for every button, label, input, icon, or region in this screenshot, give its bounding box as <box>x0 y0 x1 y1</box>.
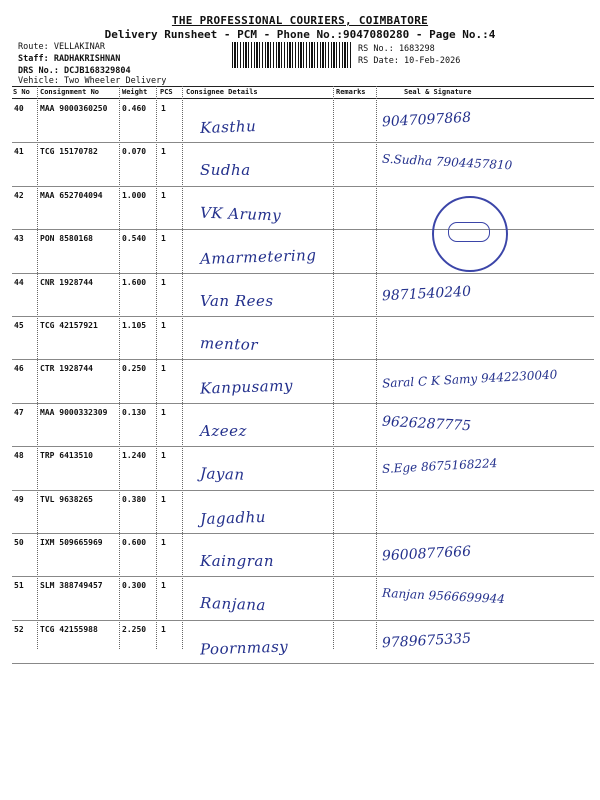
row-consignee-handwriting: Azeez <box>200 421 247 440</box>
row-sno: 41 <box>14 147 24 157</box>
row-divider <box>12 446 594 447</box>
row-weight: 2.250 <box>122 624 147 634</box>
row-pcs: 1 <box>161 104 166 113</box>
row-signature: Ranjan 9566699944 <box>381 586 506 607</box>
row-consignee-handwriting: Amarmetering <box>199 246 317 269</box>
row-sno: 44 <box>14 277 24 287</box>
row-pcs: 1 <box>161 494 166 504</box>
row-pcs: 1 <box>161 538 166 547</box>
row-divider <box>12 533 594 534</box>
row-pcs: 1 <box>161 190 166 200</box>
company-title: THE PROFESSIONAL COURIERS, COIMBATORE <box>171 14 429 27</box>
row-signature: S.Ege 8675168224 <box>381 456 498 477</box>
col-header-consignee: Consignee Details <box>186 88 258 96</box>
row-consignment-no: PON 8580168 <box>40 234 93 244</box>
row-weight: 1.105 <box>122 321 147 330</box>
row-consignment-no: TRP 6413510 <box>40 451 93 461</box>
row-divider <box>12 403 594 404</box>
row-pcs: 1 <box>161 451 166 461</box>
barcode <box>232 42 352 68</box>
col-header-sno: S No <box>13 88 30 96</box>
row-consignee-handwriting: Van Rees <box>200 291 274 310</box>
row-consignee-handwriting: Sudha <box>200 161 251 180</box>
row-consignment-no: SLM 388749457 <box>40 581 103 591</box>
row-weight: 0.380 <box>122 494 147 504</box>
company-seal-stamp <box>432 196 508 272</box>
col-header-remarks: Remarks <box>336 88 366 96</box>
row-consignment-no: CNR 1928744 <box>40 277 93 287</box>
row-sno: 48 <box>14 451 24 461</box>
row-divider <box>12 142 594 143</box>
row-weight: 1.000 <box>122 190 147 200</box>
row-consignment-no: TVL 9638265 <box>40 494 93 504</box>
row-divider <box>12 273 594 274</box>
row-pcs: 1 <box>161 321 166 330</box>
row-weight: 0.250 <box>122 364 147 374</box>
row-weight: 0.540 <box>122 234 147 244</box>
rs-number: RS No.: 1683298 <box>358 44 435 54</box>
route-label: Route: VELLAKINAR <box>18 42 105 52</box>
row-divider <box>12 186 594 187</box>
row-consignment-no: MAA 652704094 <box>40 190 103 200</box>
row-weight: 0.600 <box>122 538 147 547</box>
row-consignee-handwriting: Kasthu <box>199 117 257 137</box>
row-sno: 50 <box>14 538 24 547</box>
row-signature: 9600877666 <box>381 543 472 565</box>
table-top-rule <box>12 86 594 87</box>
col-divider <box>37 86 38 649</box>
row-sno: 45 <box>14 321 24 330</box>
table-header-rule <box>12 98 594 99</box>
col-divider <box>333 86 334 649</box>
row-pcs: 1 <box>161 234 166 244</box>
row-pcs: 1 <box>161 147 166 157</box>
row-pcs: 1 <box>161 624 166 634</box>
row-divider <box>12 359 594 360</box>
row-weight: 0.130 <box>122 407 147 417</box>
row-consignment-no: CTR 1928744 <box>40 364 93 374</box>
col-header-pcs: PCS <box>160 88 173 96</box>
row-consignee-handwriting: Ranjana <box>199 594 267 615</box>
row-pcs: 1 <box>161 581 166 591</box>
row-pcs: 1 <box>161 364 166 374</box>
col-divider <box>119 86 120 649</box>
row-divider <box>12 620 594 621</box>
row-divider <box>12 316 594 317</box>
row-divider <box>12 576 594 577</box>
row-sno: 43 <box>14 234 24 244</box>
row-sno: 42 <box>14 190 24 200</box>
row-weight: 0.460 <box>122 104 147 113</box>
row-weight: 1.600 <box>122 277 147 287</box>
drs-label: DRS No.: DCJB168329804 <box>18 66 131 76</box>
row-consignee-handwriting: Poornmasy <box>199 637 289 659</box>
row-consignee-handwriting: Jagadhu <box>199 507 267 528</box>
row-signature: 9626287775 <box>381 413 472 435</box>
row-consignment-no: TCG 42157921 <box>40 321 98 330</box>
col-header-signature: Seal & Signature <box>404 88 472 96</box>
row-sno: 47 <box>14 407 24 417</box>
col-divider <box>182 86 183 649</box>
col-header-consignment: Consignment No <box>40 88 100 96</box>
rs-date: RS Date: 10-Feb-2026 <box>358 56 461 66</box>
row-sno: 46 <box>14 364 24 374</box>
row-signature: S.Sudha 7904457810 <box>381 151 513 173</box>
row-divider <box>12 490 594 491</box>
row-signature: Saral C K Samy 9442230040 <box>381 367 558 391</box>
row-divider <box>12 663 594 664</box>
row-signature: 9789675335 <box>381 630 472 652</box>
row-sno: 49 <box>14 494 24 504</box>
col-divider <box>376 86 377 649</box>
vehicle-label: Vehicle: Two Wheeler Delivery <box>18 76 167 86</box>
row-consignee-handwriting: Kaingran <box>200 552 274 570</box>
row-sno: 51 <box>14 581 24 591</box>
row-weight: 1.240 <box>122 451 147 461</box>
row-consignee-handwriting: VK Arumy <box>199 203 282 225</box>
row-consignment-no: IXM 509665969 <box>40 538 103 547</box>
row-consignment-no: TCG 42155988 <box>40 624 98 634</box>
staff-label: Staff: RADHAKRISHNAN <box>18 54 121 64</box>
seal-center-ring <box>448 222 490 242</box>
row-signature: 9047097868 <box>381 109 472 131</box>
row-weight: 0.070 <box>122 147 147 157</box>
runsheet-subtitle: Delivery Runsheet - PCM - Phone No.:9047080280 - Page No.:4 <box>104 28 496 41</box>
row-sno: 52 <box>14 624 24 634</box>
row-weight: 0.300 <box>122 581 147 591</box>
row-consignee-handwriting: Kanpusamy <box>199 376 294 399</box>
row-pcs: 1 <box>161 277 166 287</box>
row-sno: 40 <box>14 104 24 113</box>
row-consignment-no: MAA 9000332309 <box>40 407 108 417</box>
row-consignee-handwriting: Jayan <box>199 464 245 484</box>
row-consignment-no: MAA 9000360250 <box>40 104 108 113</box>
row-signature: 9871540240 <box>381 283 472 304</box>
row-pcs: 1 <box>161 407 166 417</box>
row-consignee-handwriting: mentor <box>199 333 259 355</box>
col-divider <box>156 86 157 649</box>
col-header-weight: Weight <box>122 88 148 96</box>
row-consignment-no: TCG 15170782 <box>40 147 98 157</box>
